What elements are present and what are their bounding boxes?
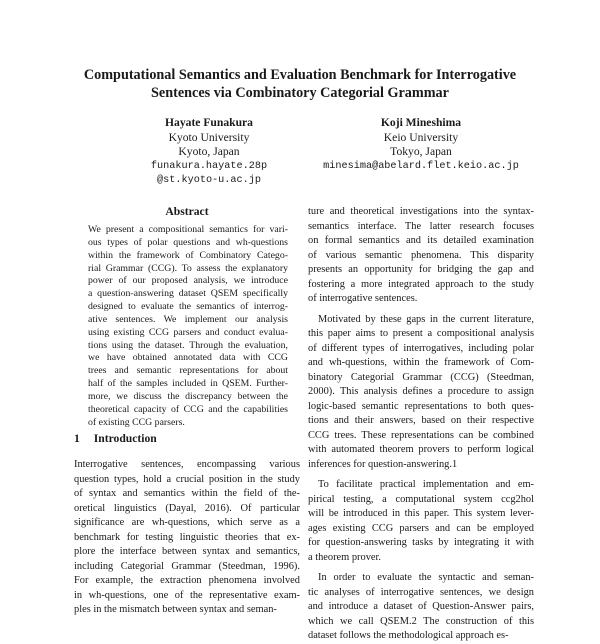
section-number: 1 <box>74 432 80 445</box>
text-line: Interrogative sentences, encompassing various <box>74 459 300 470</box>
author-name: Hayate Funakura <box>165 116 253 129</box>
text-line: tions and their answers, based on their respective <box>308 415 534 426</box>
text-line: presents an opportunity for bridging the gap and <box>308 264 534 275</box>
left-column-text <box>74 458 300 618</box>
text-line: theoretical capacity of CCG and the capabilities <box>88 403 288 415</box>
right-column-text <box>308 205 534 644</box>
text-line: in wh-questions, one of the representative exam- <box>74 589 300 601</box>
abstract-heading: Abstract <box>165 205 209 218</box>
text-line: In order to evaluate the syntactic and seman- <box>318 572 534 583</box>
text-line: of syntax and semantics within the field of the- <box>74 488 300 499</box>
text-line: fostering a more integrated approach to the study <box>308 278 534 290</box>
abstract-body <box>88 224 288 430</box>
text-line: 2000). This analysis defines a procedure to assign <box>308 386 534 397</box>
text-line: a question-answering dataset QSEM specifically <box>88 288 288 300</box>
paragraph <box>308 313 534 473</box>
text-line: logic-based semantic representations to both ques- <box>308 400 534 412</box>
paragraph <box>308 478 534 565</box>
text-line: tic analyses of interrogative sentences, we design <box>308 586 534 598</box>
text-line: oretical linguistics (Dayal, 2016). Of particular <box>74 502 300 514</box>
author-name: Koji Mineshima <box>380 116 462 129</box>
text-line: half of the samples included in QSEM. Further- <box>88 378 288 390</box>
text-line: We present a compositional semantics for vari- <box>88 224 288 235</box>
title-line: Sentences via Combinatory Categorial Grammar <box>151 85 449 101</box>
author-email: funakura.hayate.28p <box>150 160 268 172</box>
text-line: on formal semantics and its detailed examination <box>308 235 534 246</box>
author-affiliation: Keio University <box>383 130 459 144</box>
text-line: dataset follows the methodological approach es- <box>308 630 509 641</box>
author-location: Tokyo, Japan <box>390 145 452 158</box>
text-line: and wh-questions, within the framework of Com- <box>308 357 534 368</box>
text-line: benchmark for testing linguistic theories that ex- <box>74 531 300 543</box>
text-line: semantics interface. The latter research focuses <box>308 220 534 232</box>
text-line: ous types of polar questions and wh-questions <box>88 236 288 248</box>
paragraph <box>308 571 534 644</box>
text-line: which we call QSEM.2 The construction of this <box>308 615 534 627</box>
text-line: question types, hold a crucial position in the study <box>74 473 300 485</box>
paper-title <box>40 66 560 102</box>
text-line: To facilitate practical implementation and em- <box>318 479 534 490</box>
text-line: ples in the mismatch between syntax and seman- <box>74 604 277 615</box>
text-line: ative sentences. We implement our analysis <box>88 313 288 325</box>
text-line: for question-answering tasks by integrating it with <box>308 537 534 548</box>
author-location: Kyoto, Japan <box>178 145 240 158</box>
text-line: within the framework of Combinatory Catego- <box>88 249 288 261</box>
text-line: of different types of interrogatives, including polar <box>308 342 534 354</box>
text-line: with automated theorem provers to perform logical <box>308 444 534 455</box>
text-line: plore the interface between syntax and semantics, <box>74 546 300 557</box>
text-line: designed to evaluate the semantics of interrog- <box>88 301 288 313</box>
author-email: minesima@abelard.flet.keio.ac.jp <box>323 160 519 172</box>
text-line: using existing CCG parsers and conduct evalua- <box>88 326 288 338</box>
author-block <box>286 116 556 174</box>
text-line: a theorem prover. <box>308 551 381 563</box>
author-block <box>104 116 314 189</box>
text-line: we have obtained annotated data with CCG <box>88 352 288 364</box>
text-line: and introduce a dataset of Question-Answer pairs, <box>308 601 534 612</box>
author-email: @st.kyoto-u.ac.jp <box>157 175 261 186</box>
text-line: trees and semantic representations for about <box>88 365 288 377</box>
text-line: rial Grammar (CCG). To assess the explanatory <box>88 262 288 274</box>
title-line: Computational Semantics and Evaluation Benchmark for Interrogative <box>83 67 517 83</box>
text-line: significance are wh-questions, which serve as a <box>74 517 300 528</box>
text-line: Motivated by these gaps in the current literature, <box>318 313 534 325</box>
section-title: Introduction <box>93 432 157 445</box>
text-line: including Categorial Grammar (Steedman, 1996). <box>74 560 300 572</box>
text-line: For example, the extraction phenomena involved <box>74 575 300 586</box>
text-line: power of our proposed analysis, we introduce <box>88 275 288 287</box>
text-line: ages existing CCG parsers and can be employed <box>308 522 534 534</box>
text-line: of existing CCG parsers. <box>88 416 185 428</box>
section-heading <box>74 432 157 445</box>
text-line: binatory Categorial Grammar (CCG) (Steedman, <box>308 371 534 383</box>
text-line: of interrogative sentences. <box>308 293 418 304</box>
text-line: will be introduced in this paper. This system lever- <box>308 508 534 519</box>
text-line: CCG trees. These representations can be combined <box>308 429 534 441</box>
text-line: this paper aims to present a compositional analysis <box>308 328 534 339</box>
author-affiliation: Kyoto University <box>168 130 250 144</box>
text-line: pirical testing, a computational system ccg2hol <box>308 493 534 505</box>
text-line: of various semantic phenomena. This disparity <box>308 249 534 261</box>
text-line: ture and theoretical investigations into the syntax- <box>308 206 534 217</box>
text-line: inferences for question-answering.1 <box>308 458 458 470</box>
paragraph <box>308 205 534 307</box>
text-line: tions using the dataset. Through the evaluation, <box>88 339 288 351</box>
text-line: more, we discuss the discrepancy between the <box>88 390 288 402</box>
